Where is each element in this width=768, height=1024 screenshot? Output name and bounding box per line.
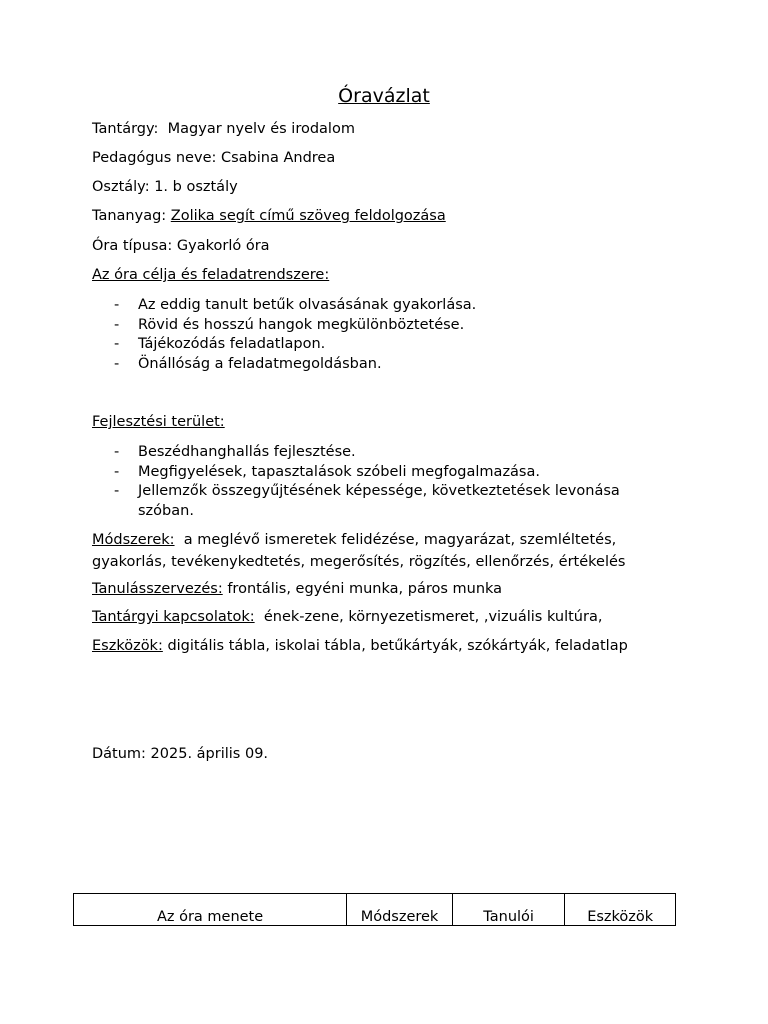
class-label: Osztály: bbox=[92, 179, 150, 195]
dash-bullet: - bbox=[114, 483, 120, 499]
list-item: - Beszédhanghallás fejlesztése. bbox=[92, 443, 658, 463]
page-title: Óravázlat bbox=[338, 85, 430, 107]
date-line bbox=[92, 746, 268, 762]
dash-bullet: - bbox=[114, 444, 120, 460]
teacher-label: Pedagógus neve: bbox=[92, 150, 217, 166]
connections-value: ének-zene, környezetismeret, ,vizuális kultúra, bbox=[263, 609, 603, 625]
date-label: Dátum: bbox=[92, 746, 146, 762]
list-item: - Rövid és hosszú hangok megkülönböztetése. bbox=[92, 316, 658, 336]
dash-bullet: - bbox=[114, 297, 120, 313]
goals-list bbox=[92, 296, 658, 374]
connections-label: Tantárgyi kapcsolatok: bbox=[92, 609, 255, 625]
list-item: - Önállóság a feladatmegoldásban. bbox=[92, 355, 658, 375]
methods-paragraph bbox=[92, 529, 682, 573]
class-value: 1. b osztály bbox=[154, 179, 238, 195]
goals-heading: Az óra célja és feladatrendszere: bbox=[92, 267, 330, 283]
date-value: 2025. április 09. bbox=[150, 746, 269, 762]
connections-line bbox=[92, 609, 602, 625]
topic-line bbox=[92, 208, 446, 224]
lesson-type-value: Gyakorló óra bbox=[176, 238, 270, 254]
table-header-cell: Az óra menete bbox=[74, 894, 347, 926]
dash-bullet: - bbox=[114, 463, 120, 480]
teacher-line bbox=[92, 150, 335, 166]
list-item: - Jellemzők összegyűjtésének képessége, következtetések levonása szóban. bbox=[114, 483, 620, 519]
dash-bullet: - bbox=[114, 336, 120, 352]
development-heading: Fejlesztési terület: bbox=[92, 414, 225, 430]
lesson-type-line bbox=[92, 238, 270, 254]
lesson-type-label: Óra típusa: bbox=[92, 238, 173, 254]
table-header-row bbox=[74, 894, 676, 926]
organization-value: frontális, egyéni munka, páros munka bbox=[227, 581, 503, 597]
subject-value: Magyar nyelv és irodalom bbox=[167, 121, 355, 137]
methods-value: a meglévő ismeretek felidézése, magyarázat, szemléltetés, gyakorlás, tevékenykedtetés, megerősítés, rögzítés, ellenőrzés, értékelés bbox=[92, 532, 626, 570]
subject-line bbox=[92, 121, 355, 137]
list-item: - Tájékozódás feladatlapon. bbox=[92, 335, 658, 355]
tools-label: Eszközök: bbox=[92, 638, 163, 654]
lesson-plan-table bbox=[73, 893, 676, 926]
organization-label: Tanulásszervezés: bbox=[92, 581, 223, 597]
development-list bbox=[92, 443, 658, 521]
subject-label: Tantárgy: bbox=[92, 121, 159, 137]
tools-value: digitális tábla, iskolai tábla, betűkártyák, szókártyák, feladatlap bbox=[167, 638, 628, 654]
table-header-cell: Eszközök bbox=[565, 894, 676, 926]
teacher-value: Csabina Andrea bbox=[220, 150, 336, 166]
tools-line bbox=[92, 638, 628, 654]
table-header-cell: Módszerek bbox=[347, 894, 453, 926]
list-item: - Megfigyelések, tapasztalások szóbeli megfogalmazása. bbox=[92, 463, 658, 483]
table-header-cell: Tanulói bbox=[452, 894, 564, 926]
list-item: - Az eddig tanult betűk olvasásának gyakorlása. bbox=[92, 296, 658, 316]
class-line bbox=[92, 179, 238, 195]
dash-bullet: - bbox=[114, 316, 120, 333]
organization-line bbox=[92, 581, 502, 597]
topic-label: Tananyag: bbox=[92, 208, 167, 224]
topic-value: Zolika segít című szöveg feldolgozása bbox=[170, 208, 446, 224]
methods-label: Módszerek: bbox=[92, 532, 175, 548]
dash-bullet: - bbox=[114, 355, 120, 372]
